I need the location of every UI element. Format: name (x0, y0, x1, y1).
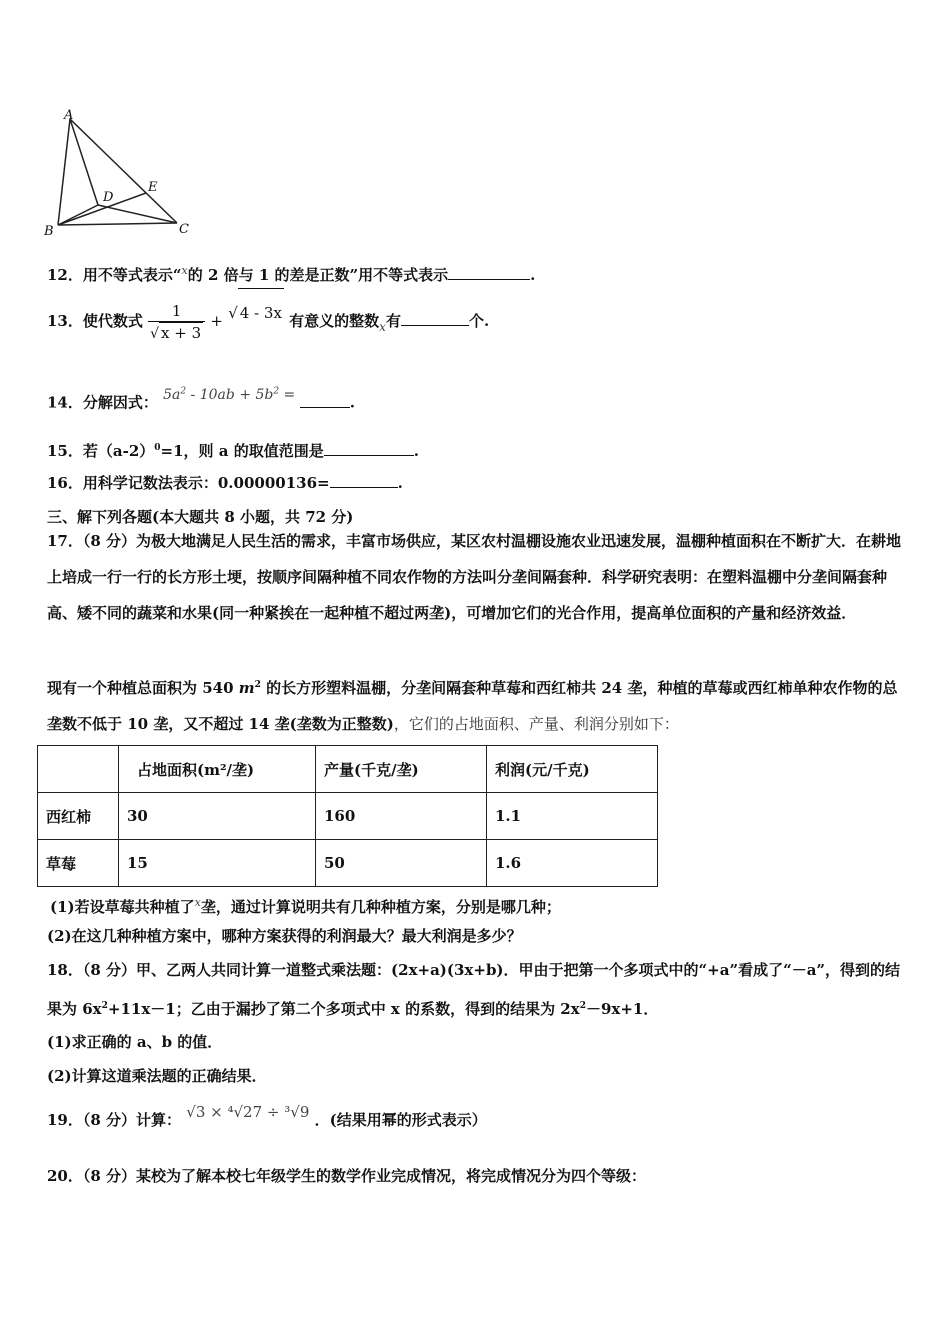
question-19: 19．（8 分）计算： √3 × ⁴√27 ÷ ³√9 ．(结果用幂的形式表示） (47, 1103, 487, 1129)
radical-expression: √3 × ⁴√27 ÷ ³√9 (186, 1103, 310, 1121)
question-17-part-1: (1)若设草莓共种植了$^x$垄，通过计算说明共有几种种植方案，分别是哪几种； (50, 896, 561, 916)
segment-bd (58, 205, 98, 225)
crop-table (37, 745, 658, 887)
label-e: E (148, 180, 158, 195)
question-15: 15．若$(a-2)^0=1$，则 a 的取值范围是 . (47, 442, 419, 460)
segment-ac (70, 119, 177, 223)
radical: 4 - 3x (238, 288, 284, 337)
question-13: 13．使代数式 $\frac{1}{√ x + 3}$ + √ 4 - 3x 有意义的整数$_x$有 个. (47, 296, 489, 344)
question-17-intro: 17．（8 分）为极大地满足人民生活的需求，丰富市场供应，某区农村温棚设施农业迅速发展，温棚种植面积在不断扩大．在耕地上培成一行一行的长方形土埂，按顺序间隔种植不同农作物的方法叫分垄间隔套种．科学研究表明：在塑料温棚中分垄间隔套种高、矮不同的蔬菜和水果(同一种紧挨在一起种植不超过两垄)，可增加它们的光合作用，提高单位面积的产量和经济效益． (47, 532, 902, 622)
label-b: B (44, 224, 54, 239)
question-16: 16．用科学记数法表示：0.00000136= . (47, 474, 403, 492)
expression: $5a^2 - 10ab + 5b^2$ = (163, 386, 296, 403)
question-20: 20．（8 分）某校为了解本校七年级学生的数学作业完成情况，将完成情况分为四个等级： (47, 1167, 647, 1185)
question-12: 12．用不等式表示“$^x$的 2 倍与 1 的差是正数”用不等式表示 . (47, 264, 536, 284)
segment-be (58, 193, 146, 225)
question-14: 14．分解因式： $5a^2 - 10ab + 5b^2$ = . (47, 386, 355, 412)
table-row: 西红柿 30 160 1.1 (38, 793, 658, 840)
section-title: 三、解下列各题(本大题共 8 小题，共 72 分) (47, 508, 354, 526)
answer-blank-14[interactable] (300, 393, 350, 408)
fraction: $\frac{1}{√ x + 3}$ (148, 301, 205, 344)
triangle-figure (40, 105, 210, 240)
segment-dc (98, 205, 177, 223)
question-17-setup: 现有一个种植总面积为 540 $m^2$ 的长方形塑料温棚，分垄间隔套种草莓和西红柿共 24 垄，种植的草莓或西红柿单种农作物的总垄数不低于 10 垄，又不超过 14 垄(垄数为正整数)，它们的占地面积、产量、利润分别如下： (47, 679, 898, 733)
answer-blank-13[interactable] (401, 311, 469, 326)
label-a: A (64, 108, 74, 123)
question-18-part-2: (2)计算这道乘法题的正确结果． (47, 1067, 267, 1085)
answer-blank-12[interactable] (448, 265, 530, 280)
question-18: 18．（8 分）甲、乙两人共同计算一道整式乘法题：(2x+a)(3x+b)．甲由于把第一个多项式中的“+a”看成了“－a”，得到的结果为 $6x^2+11x-1$；乙由于漏抄了第二个多项式中 x 的系数，得到的结果为 $2x^2-9x+1$． (47, 961, 901, 1018)
answer-blank-15[interactable] (324, 441, 414, 456)
segment-ab (58, 119, 70, 225)
label-c: C (179, 222, 189, 237)
label-d: D (103, 190, 114, 205)
question-17-part-2: (2)在这几种种植方案中，哪种方案获得的利润最大？最大利润是多少？ (47, 927, 522, 945)
table-row: 草莓 15 50 1.6 (38, 840, 658, 887)
segment-bc (58, 223, 177, 225)
answer-blank-16[interactable] (330, 473, 398, 488)
table-header-row: 占地面积(m²/垄) 产量(千克/垄) 利润(元/千克) (38, 746, 658, 793)
var-x: x (181, 264, 188, 277)
question-18-part-1: (1)求正确的 a、b 的值． (47, 1033, 223, 1051)
